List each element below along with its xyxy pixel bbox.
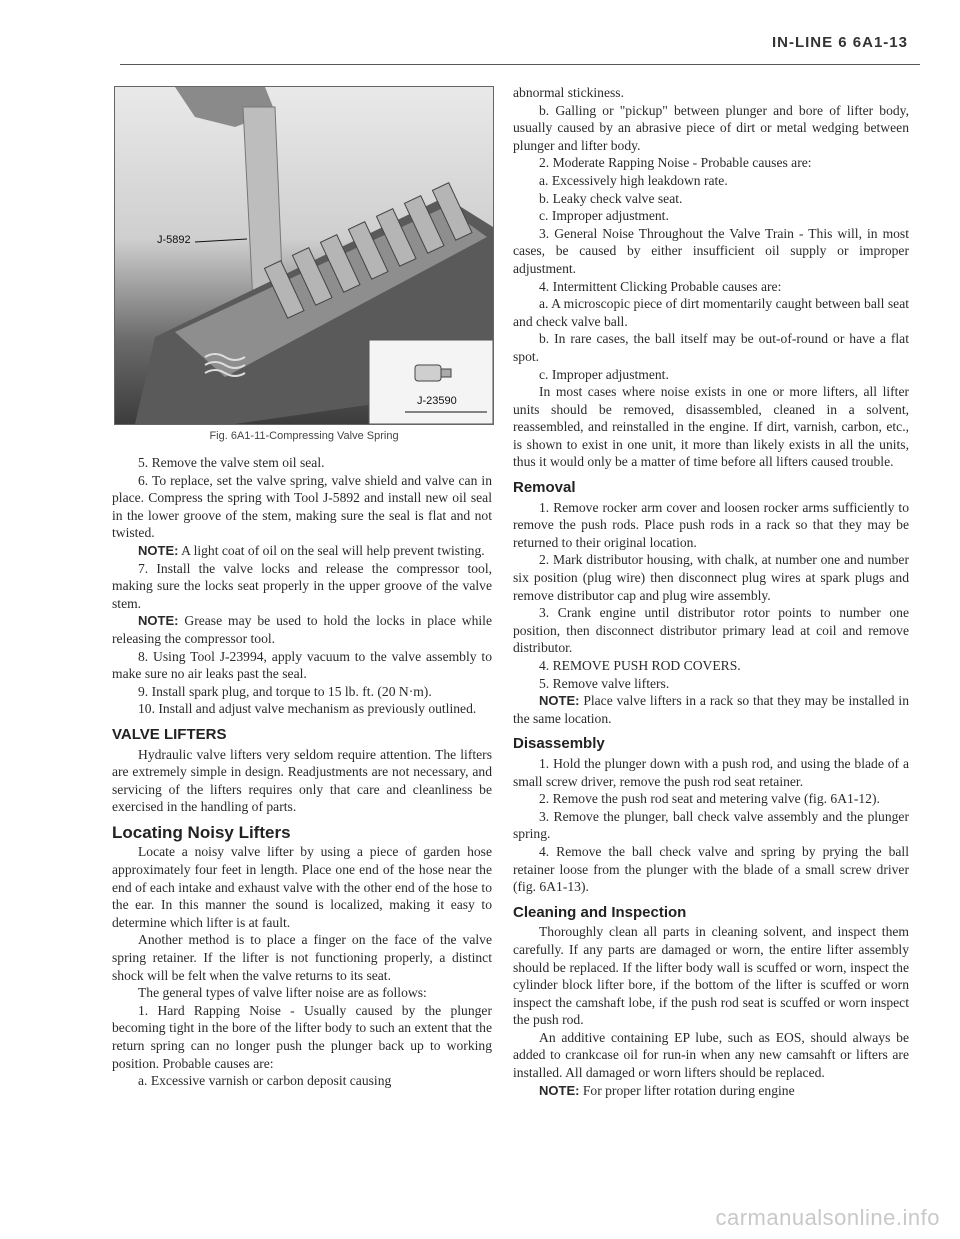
paragraph: 4. REMOVE PUSH ROD COVERS. (539, 658, 741, 673)
paragraph: In most cases where noise exists in one or more lifters, all lifter units should be removed, disassembled, cleaned in a solvent, reassembled, and reinstalled in the engine. If dirt, varnish, carbon, etc., is shown to exist in one unit, it more than likely exists in all the units, thus it would only be a matter of time before all lifters caused trouble. (513, 384, 909, 470)
section-heading: Disassembly (513, 735, 605, 753)
figure-caption: Fig. 6A1-11-Compressing Valve Spring (209, 430, 399, 442)
paragraph: Another method is to place a finger on the face of the valve spring retainer. If the lifter is not functioning properly, a distinct shock will be felt when the valve returns to its seat. (112, 932, 492, 983)
paragraph: 6. To replace, set the valve spring, valve shield and valve can in place. Compress the spring with Tool J-5892 and install new oil seal in the lower groove of the stem, making sure the seal is flat and not twisted. (112, 472, 492, 541)
figure-photo (114, 86, 494, 425)
note-label: NOTE: (138, 613, 179, 629)
note-paragraph (513, 1082, 909, 1100)
note-text: A light coat of oil on the seal will help prevent twisting. (178, 542, 485, 558)
section-heading: VALVE LIFTERS (112, 725, 227, 743)
paragraph: 1. Hold the plunger down with a push rod, and using the blade of a small screw driver, remove the push rod seat retainer. (513, 755, 909, 789)
note-paragraph (112, 612, 492, 647)
paragraph: abnormal stickiness. (513, 85, 624, 100)
page-header (120, 28, 920, 65)
paragraph: b. In rare cases, the ball itself may be out-of-round or have a flat spot. (513, 331, 909, 364)
tool-label-j5892: J-5892 (157, 234, 191, 246)
paragraph: An additive containing EP lube, such as EOS, should always be added to crankcase oil for run-in when any new camsahft or lifters are installed. All damaged or worn lifters should be replaced. (513, 1029, 909, 1081)
paragraph: 1. Hard Rapping Noise - Usually caused by the plunger becoming tight in the bore of the lifter body to such an extent that the return spring can no longer push the plunger back up to working position. Probable causes are: (112, 1002, 492, 1071)
paragraph: c. Improper adjustment. (539, 366, 669, 382)
paragraph: 2. Mark distributor housing, with chalk, at number one and number six position (plug wire) then disconnect plug wires at spark plugs and remove distributor cap and plug wire assembly. (513, 552, 909, 603)
note-text: Place valve lifters in a rack so that they may be installed in the same location. (513, 693, 909, 726)
left-column (112, 454, 492, 1090)
paragraph: 10. Install and adjust valve mechanism as previously outlined. (138, 701, 477, 717)
section-heading: Cleaning and Inspection (513, 903, 687, 921)
paragraph: 4. Remove the ball check valve and spring by prying the ball retainer loose from the plunger with the blade of a small screw driver (fig. 6A1-13). (513, 843, 909, 895)
note-label: NOTE: (138, 542, 179, 558)
paragraph: Locate a noisy valve lifter by using a piece of garden hose approximately four feet in length. Place one end of the hose near the end of each intake and exhaust valve with the other end of the hose to the ear. In this manner the sound is localized, making it easy to determine which lifter is at fault. (112, 844, 492, 930)
paragraph: 4. Intermittent Clicking Probable causes are: (539, 278, 782, 294)
note-label: NOTE: (539, 1082, 580, 1098)
paragraph: a. Excessive varnish or carbon deposit causing (138, 1073, 392, 1089)
note-label: NOTE: (539, 693, 580, 709)
note-text: Grease may be used to hold the locks in place while releasing the compressor tool. (112, 613, 492, 646)
paragraph: 3. General Noise Throughout the Valve Train - This will, in most cases, be caused by either insufficient oil supply or improper adjustment. (513, 225, 909, 276)
paragraph: a. A microscopic piece of dirt momentarily caught between ball seat and check valve ball. (513, 296, 909, 329)
paragraph: 2. Remove the push rod seat and metering valve (fig. 6A1-12). (539, 791, 880, 807)
paragraph: 5. Remove the valve stem oil seal. (138, 455, 325, 470)
paragraph: a. Excessively high leakdown rate. (539, 172, 728, 188)
paragraph: 5. Remove valve lifters. (539, 675, 670, 691)
paragraph: 1. Remove rocker arm cover and loosen rocker arms sufficiently to remove the push rods. Place push rods in a rack so that they may be returned to their original location. (513, 499, 909, 550)
paragraph: b. Leaky check valve seat. (539, 190, 683, 206)
paragraph: 9. Install spark plug, and torque to 15 lb. ft. (20 N·m). (138, 683, 432, 699)
watermark: carmanualsonline.info (715, 1205, 940, 1230)
tool-label-j23590: J-23590 (417, 395, 457, 407)
section-heading: Locating Noisy Lifters (112, 822, 291, 842)
paragraph: 7. Install the valve locks and release the compressor tool, making sure the locks seat properly in the upper groove of the valve stem. (112, 560, 492, 611)
paragraph: 2. Moderate Rapping Noise - Probable causes are: (539, 155, 812, 171)
section-heading: Removal (513, 479, 576, 497)
paragraph: 3. Crank engine until distributor rotor points to number one position, then disconnect distributor primary lead at coil and remove distributor. (513, 605, 909, 656)
paragraph: 3. Remove the plunger, ball check valve assembly and the plunger spring. (513, 808, 909, 842)
right-column (513, 84, 909, 1099)
paragraph: Hydraulic valve lifters very seldom require attention. The lifters are extremely simple in design. Readjustments are not necessary, and servicing of the lifters requires only that care and cleanliness be exercised in the handling of parts. (112, 746, 492, 815)
paragraph: The general types of valve lifter noise are as follows: (138, 985, 427, 1001)
engine-photo-illustration (115, 87, 493, 424)
note-paragraph (513, 692, 909, 727)
paragraph: 8. Using Tool J-23994, apply vacuum to the valve assembly to make sure no air leaks past the seal. (112, 648, 492, 682)
header-title: IN-LINE 6 6A1-13 (771, 34, 908, 51)
note-text: For proper lifter rotation during engine (579, 1082, 795, 1098)
paragraph: b. Galling or "pickup" between plunger and bore of lifter body, usually caused by an abrasive piece of dirt or metal wedging between plunger and lifter body. (513, 102, 909, 153)
paragraph: Thoroughly clean all parts in cleaning solvent, and inspect them carefully. If any parts are damaged or worn, the entire lifter assembly should be replaced. If the lifter body wall is scuffed or worn, inspect the cylinder block lifter bore, if the bottom of the lifter is scuffed or worn inspect the camshaft lobe, if the push rod seat is scuffed or worn inspect the push rod. (513, 924, 909, 1028)
paragraph: c. Improper adjustment. (539, 208, 669, 224)
note-paragraph (112, 542, 492, 560)
